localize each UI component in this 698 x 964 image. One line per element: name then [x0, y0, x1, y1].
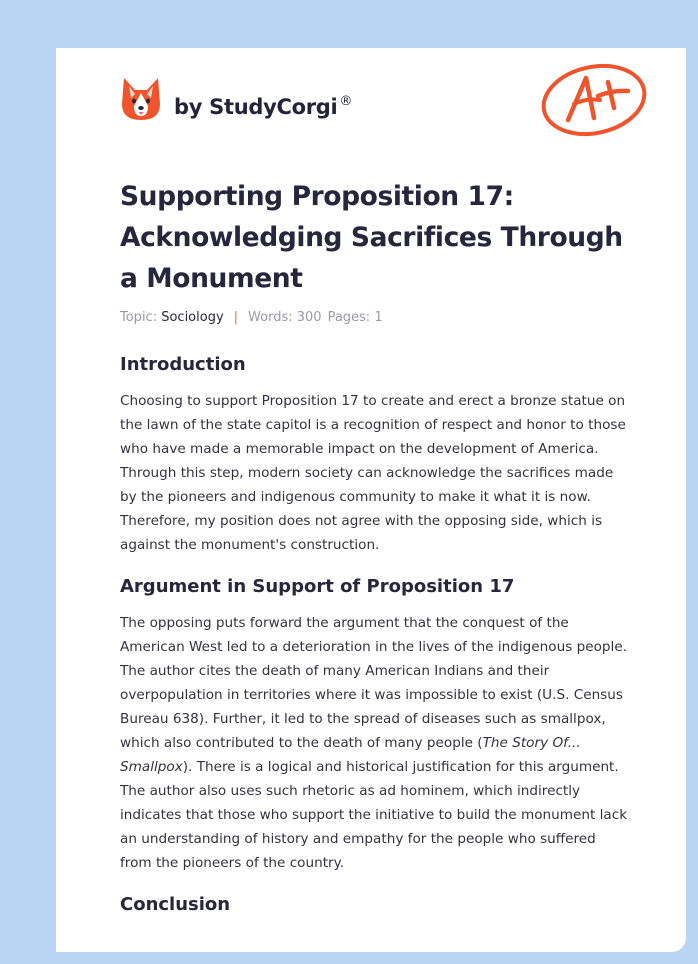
- a-plus-grade-icon: [538, 58, 650, 138]
- brand-name[interactable]: [174, 95, 352, 119]
- page-count: Pages: 1: [327, 310, 383, 325]
- corgi-logo-icon[interactable]: [121, 76, 161, 122]
- section-body-introduction: Choosing to support Proposition 17 to create and erect a bronze statue on the lawn of the state capitol is a recognition of respect and honor to those who have made a memorable impact on the development of America. Through this step, modern society can acknowledge the sacrifices made by the pioneers and indigenous community to make it what it is now. Therefore, my position does not agree with the opposing side, which is against the monument's construction.: [120, 393, 626, 553]
- brand-name-text: by StudyCorgi: [174, 95, 338, 119]
- citation-title: The Story Of... Smallpox: [120, 735, 581, 775]
- argument-text-part1: The opposing puts forward the argument that the conquest of the American West led to a deterioration in the lives of the indigenous people. The author cites the death of many American Indians and their overpopulation in territories where it was impossible to exist (U.S. Census Bureau 638). Further, it led to the spread of diseases such as smallpox, which also contributed to the death of many people (: [120, 615, 628, 751]
- topic-label: Topic:: [120, 310, 158, 325]
- meta-separator: |: [233, 310, 239, 325]
- topic-link[interactable]: Sociology: [161, 310, 224, 325]
- article-title: Supporting Proposition 17: Acknowledging Sacrifices Through a Monument: [120, 181, 623, 294]
- document-card: [56, 48, 686, 952]
- section-heading-conclusion: Conclusion: [120, 894, 231, 915]
- section-body-argument: [120, 611, 630, 875]
- article: [120, 176, 630, 919]
- section-heading-argument: Argument in Support of Proposition 17: [120, 576, 515, 597]
- word-count: Words: 300: [248, 310, 322, 325]
- section-heading-introduction: Introduction: [120, 354, 246, 375]
- registered-mark: ®: [339, 94, 353, 109]
- argument-text-part2: ). There is a logical and historical justification for this argument. The author also uses such rhetoric as ad hominem, which indirectly indicates that those who support the initiative to build the monument lack an understanding of history and empathy for the people who suffered from the pioneers of the country.: [120, 759, 628, 871]
- article-meta: [120, 307, 630, 329]
- header: [56, 48, 686, 158]
